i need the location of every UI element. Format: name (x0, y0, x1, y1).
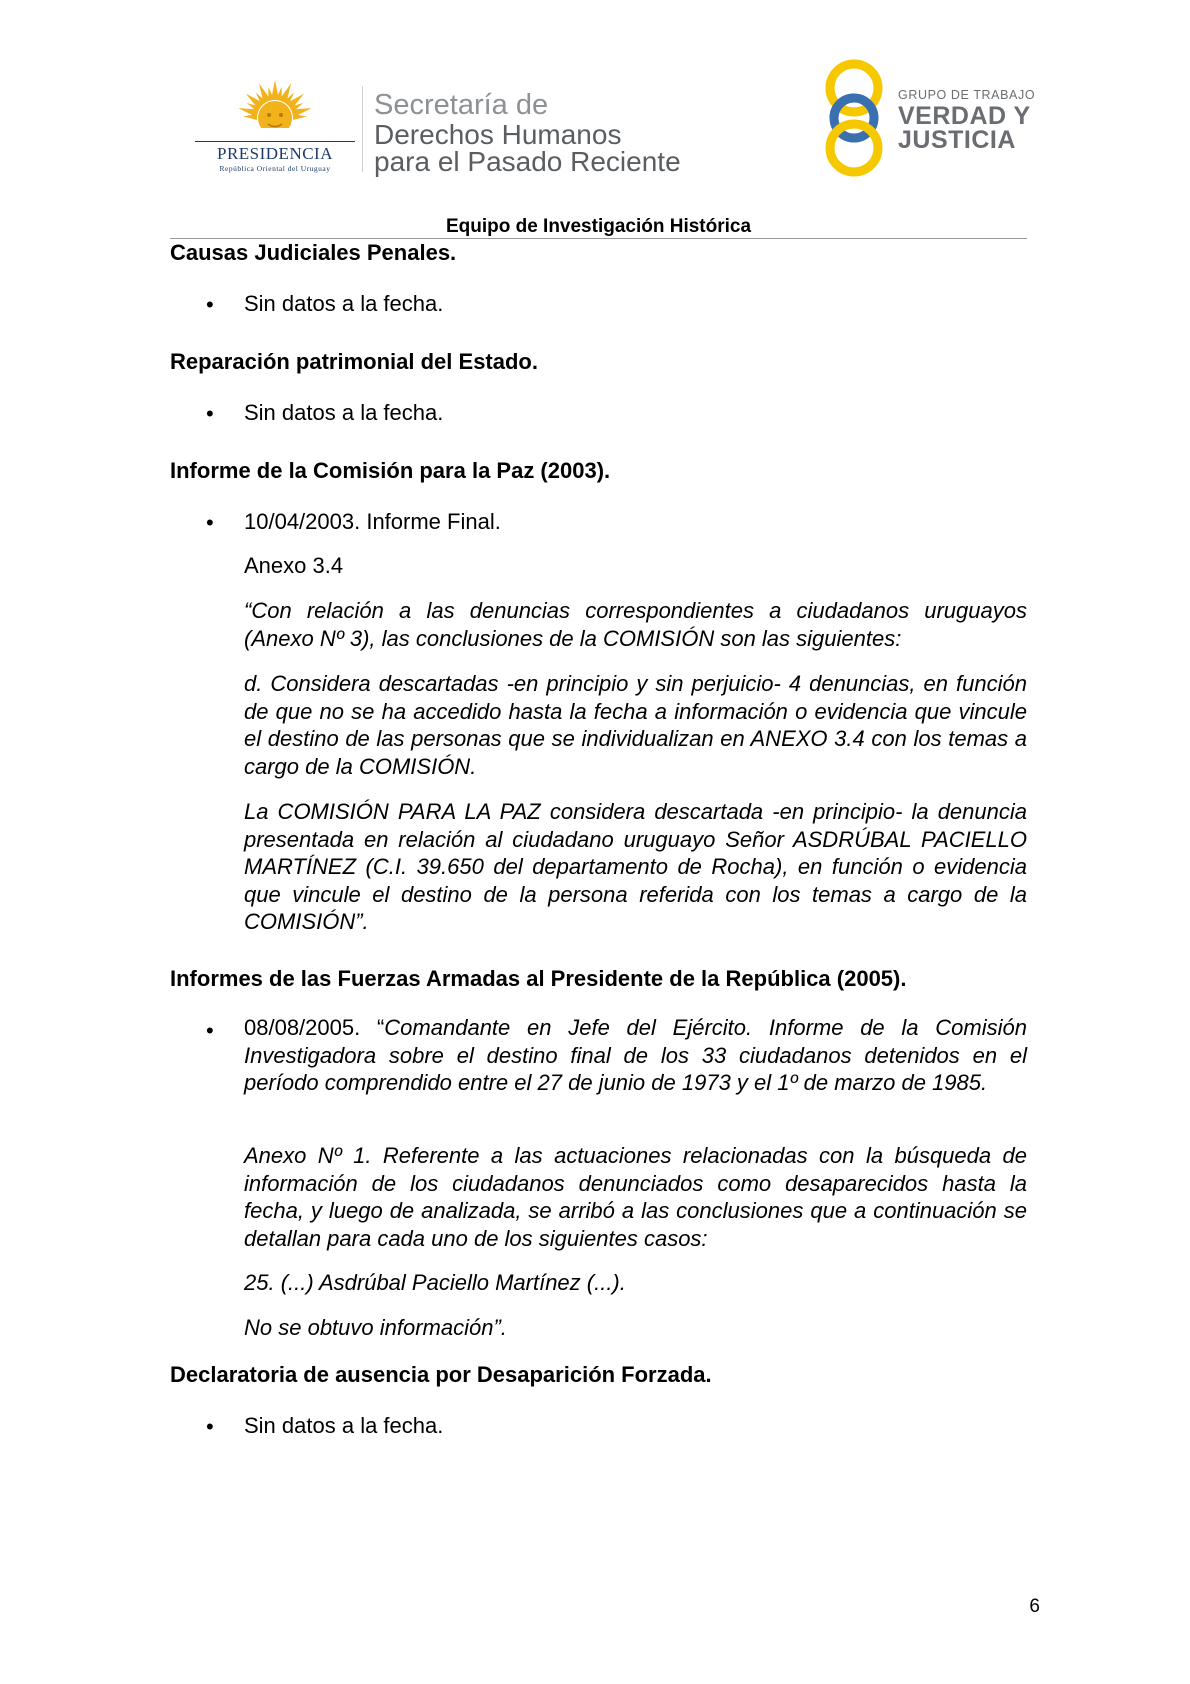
presidencia-rule (195, 141, 355, 142)
presidencia-name: PRESIDENCIA (216, 144, 333, 163)
sun-icon (195, 78, 355, 142)
verdad-justicia-logo (818, 56, 1038, 180)
secretaria-line-1: Secretaría de (374, 89, 549, 121)
secretaria-line-3: para el Pasado Reciente (374, 146, 681, 177)
bullet-icon: • (206, 510, 214, 535)
justicia-label: JUSTICIA (898, 126, 1016, 154)
header-rule (170, 238, 1027, 239)
bullet-icon: • (206, 1018, 214, 1043)
reparacion-item: Sin datos a la fecha. (244, 400, 444, 425)
bullet-icon: • (206, 292, 214, 317)
logo-divider (362, 86, 363, 172)
heading-causas: Causas Judiciales Penales. (170, 240, 457, 265)
bullet-icon: • (206, 1414, 214, 1439)
heading-fuerzas: Informes de las Fuerzas Armadas al Presidente de la República (2005). (170, 966, 907, 991)
comision-quote-1: “Con relación a las denuncias correspondientes a ciudadanos uruguayos (Anexo Nº 3), las conclusiones de la COMISIÓN son las siguientes: (244, 598, 1027, 651)
page-number: 6 (1029, 1596, 1040, 1617)
heading-comision: Informe de la Comisión para la Paz (2003). (170, 458, 611, 483)
grupo-label: GRUPO DE TRABAJO (898, 88, 1036, 102)
declaratoria-item: Sin datos a la fecha. (244, 1413, 444, 1438)
page-header (0, 0, 1190, 240)
presidencia-subtitle: República Oriental del Uruguay (219, 164, 331, 173)
fuerzas-item (244, 1014, 1027, 1097)
fuerzas-item-title: Comandante en Jefe del Ejército. Informe de la Comisión Investigadora sobre el destino final de los 33 ciudadanos detenidos en el período comprendido entre el 27 de junio de 1973 y el 1º de marzo de 1985. (244, 1015, 1027, 1095)
verdad-label: VERDAD Y (898, 102, 1031, 130)
comision-item: 10/04/2003. Informe Final. (244, 509, 501, 534)
causas-item: Sin datos a la fecha. (244, 291, 444, 316)
comision-quote-3: La COMISIÓN PARA LA PAZ considera descartada -en principio- la denuncia presentada en relación al ciudadano uruguayo Señor ASDRÚBAL PACIELLO MARTÍNEZ (C.I. 39.650 del departamento de Rocha), en función o evidencia que vincule el destino de la persona referida con los temas a cargo de la COMISIÓN”. (244, 799, 1027, 934)
rings-icon (818, 56, 898, 180)
comision-quote-2: d. Considera descartadas -en principio y sin perjuicio- 4 denuncias, en función de que no se ha accedido hasta la fecha a información o evidencia que vincule el destino de las personas que se individualizan en ANEXO 3.4 con los temas a cargo de la COMISIÓN. (244, 671, 1027, 779)
bullet-icon: • (206, 401, 214, 426)
fuerzas-item-date: 08/08/2005. “ (244, 1015, 385, 1040)
comision-annex: Anexo 3.4 (244, 553, 344, 578)
secretaria-line-2: Derechos Humanos (374, 119, 622, 150)
fuerzas-result: No se obtuvo información”. (244, 1315, 507, 1340)
team-title: Equipo de Investigación Histórica (445, 216, 752, 237)
presidencia-logo (195, 78, 355, 178)
secretaria-logo-text (374, 90, 734, 175)
fuerzas-annex: Anexo Nº 1. Referente a las actuaciones relacionadas con la búsqueda de información de los ciudadanos denunciados como desaparecidos hasta la fecha, y luego de analizada, se arribó a las conclusiones que a continuación se detallan para cada uno de los siguientes casos: (244, 1143, 1027, 1251)
heading-reparacion: Reparación patrimonial del Estado. (170, 349, 538, 374)
heading-declaratoria: Declaratoria de ausencia por Desaparición Forzada. (170, 1362, 712, 1387)
fuerzas-case: 25. (...) Asdrúbal Paciello Martínez (...). (244, 1270, 626, 1295)
